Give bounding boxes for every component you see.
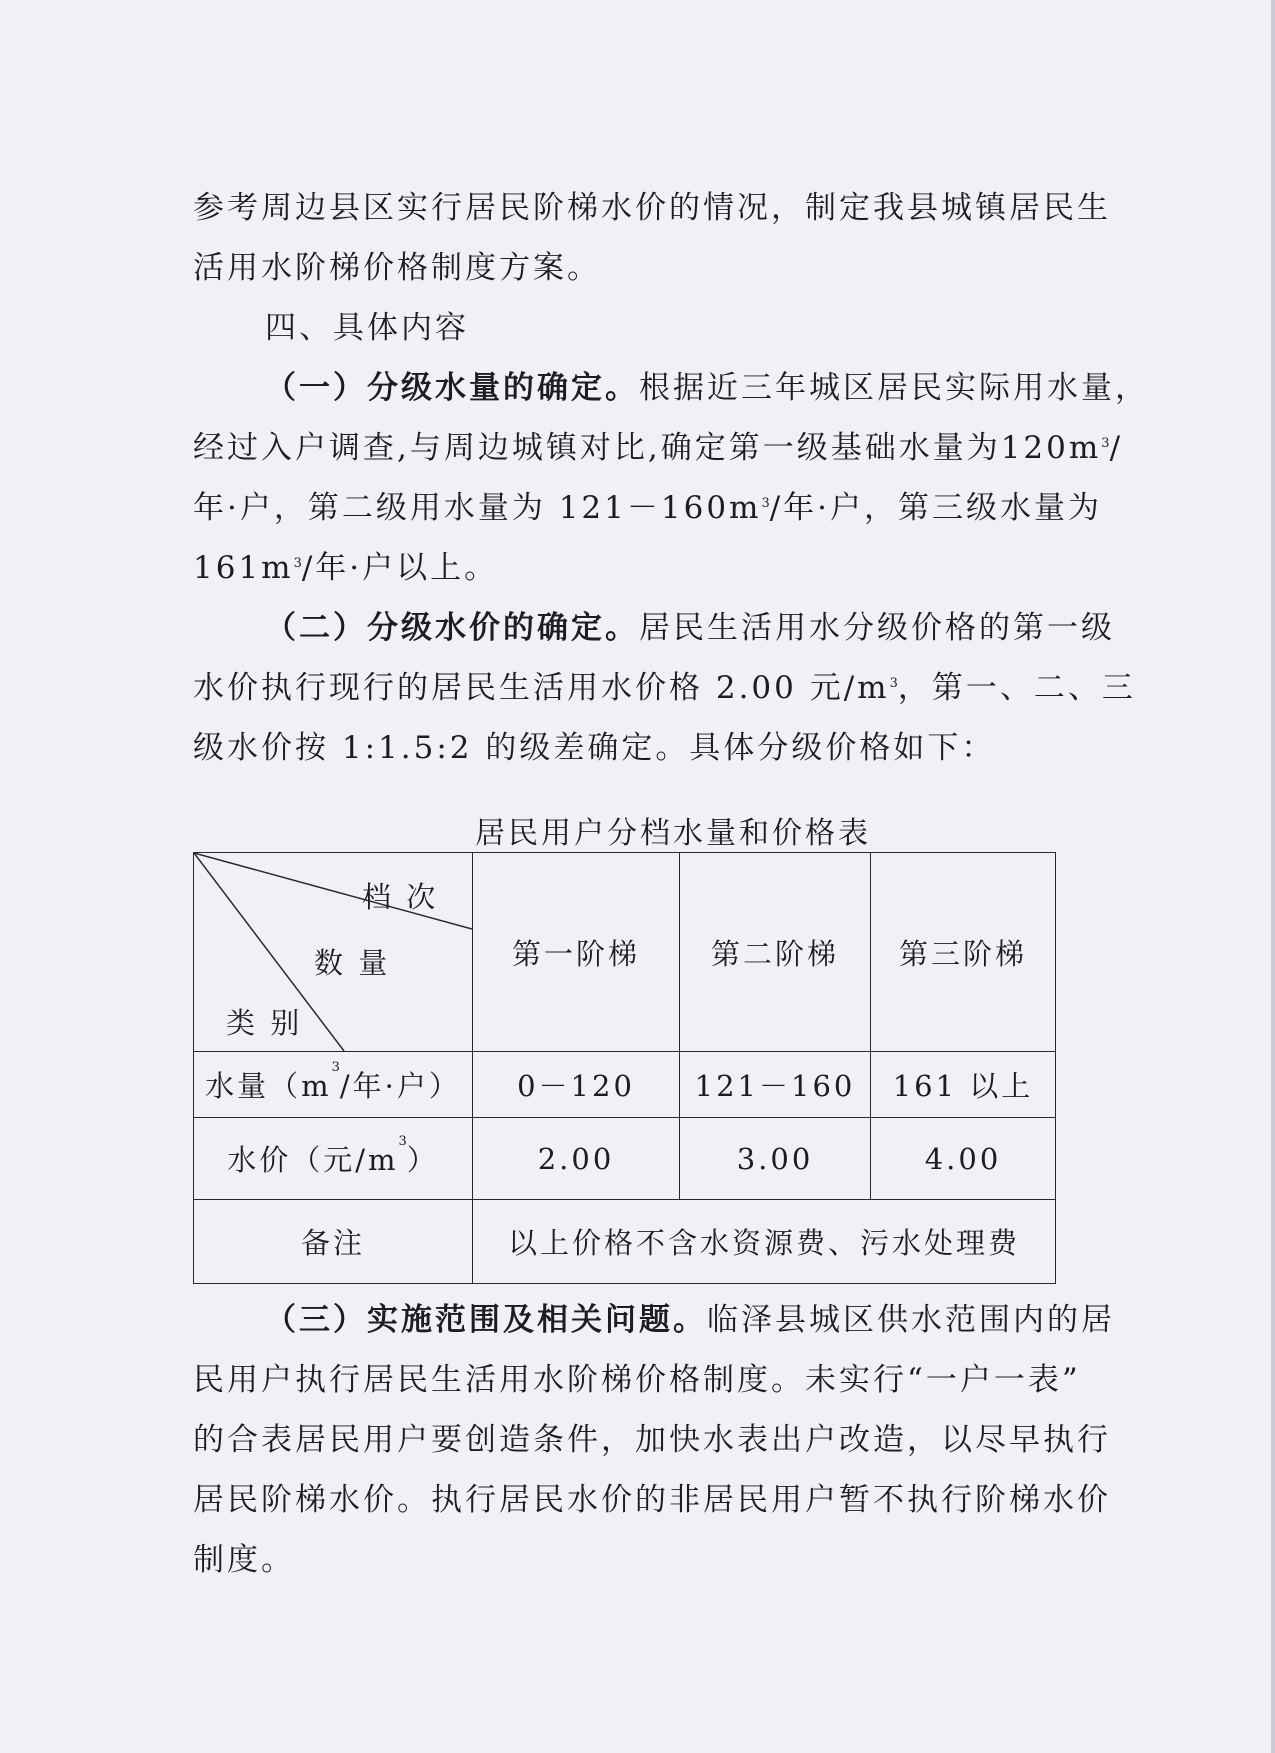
diag-label-quantity: 数 量 [314,946,391,980]
price-tier-2: 3.00 [680,1118,871,1200]
sub2-line-1 [193,598,1115,658]
volume-tier-2: 121－160 [680,1052,871,1118]
row-label-price-sup: 3 [398,1134,407,1149]
intro-line-1: 参考周边县区实行居民阶梯水价的情况，制定我县城镇居民生 [193,190,1111,226]
intro-line-2: 活用水阶梯价格制度方案。 [193,250,601,286]
sub1-line-3-sup: 3 [761,496,770,511]
row-label-price-text: 水价（元/m [227,1143,399,1177]
price-tier-3: 4.00 [871,1118,1056,1200]
sub1-line-1 [193,358,1149,418]
row-label-price-tail: ） [406,1143,439,1177]
sub1-line-2-tail: / [1109,430,1124,466]
intro-paragraph [193,178,1149,778]
volume-tier-1: 0－120 [473,1052,680,1118]
row-label-volume-text: 水量（m [205,1069,332,1103]
sub3-line-5: 制度。 [193,1542,295,1578]
sub3-line-3: 的合表居民用户要创造条件，加快水表出户改造，以尽早执行 [193,1422,1111,1458]
sub1-line-2-sup: 3 [1101,436,1110,451]
table-note-row [194,1200,1056,1284]
sub1-line-4-sup: 3 [293,556,302,571]
diagonal-header-cell [194,853,473,1052]
row-label-price [194,1118,473,1200]
sub1-line-2-text: 经过入户调查,与周边城镇对比,确定第一级基础水量为120m [193,430,1102,466]
price-tier-1: 2.00 [473,1118,680,1200]
scan-edge [1271,0,1275,1753]
note-label: 备注 [194,1200,473,1284]
table-caption: 居民用户分档水量和价格表 [475,816,871,851]
sub3-line-4: 居民阶梯水价。执行居民水价的非居民用户暂不执行阶梯水价 [193,1482,1111,1518]
sub1-line-4-text: 161m [193,550,294,586]
header-tier-1: 第一阶梯 [473,853,680,1052]
sub2-line-1-rest: 居民生活用水分级价格的第一级 [639,610,1115,646]
header-tier-3: 第三阶梯 [871,853,1056,1052]
table-header-row [194,853,1056,1052]
sub3-line-2: 民用户执行居民生活用水阶梯价格制度。未实行“一户一表” [193,1362,1081,1398]
sub2-line-2-sup: 3 [889,676,898,691]
sub1-line-4-tail: /年·户以上。 [301,550,499,586]
sub1-line-4 [193,538,1083,598]
sub1-line-1-rest: 根据近三年城区居民实际用水量， [639,370,1149,406]
tier-price-table [193,852,1056,1284]
sub3-title: （三）实施范围及相关问题。 [265,1302,707,1338]
sub1-line-2 [193,418,1124,478]
sub1-line-3-text: 年·户，第二级用水量为 121－160m [193,490,762,526]
sub1-line-3 [193,478,1103,538]
row-label-volume [194,1052,473,1118]
section-heading: 四、具体内容 [265,310,469,346]
table-row [194,1118,1056,1200]
sub2-line-3: 级水价按 1:1.5:2 的级差确定。具体分级价格如下： [193,730,996,766]
sub1-title: （一）分级水量的确定。 [265,370,639,406]
note-text: 以上价格不含水资源费、污水处理费 [473,1200,1056,1284]
sub3-line-1-rest: 临泽县城区供水范围内的居 [707,1302,1115,1338]
row-label-volume-sup: 3 [331,1060,340,1075]
diag-label-grade: 档 次 [362,880,439,914]
table-row [194,1052,1056,1118]
header-tier-2: 第二阶梯 [680,853,871,1052]
volume-tier-3: 161 以上 [871,1052,1056,1118]
sub2-line-2 [193,658,1136,718]
sub3-line-1 [193,1290,1115,1350]
sub1-line-3-tail: /年·户，第三级水量为 [769,490,1103,526]
sub2-title: （二）分级水价的确定。 [265,610,639,646]
row-label-volume-tail: /年·户） [339,1069,461,1103]
diag-label-category: 类 别 [226,1006,303,1040]
sub2-line-2-text: 水价执行现行的居民生活用水价格 2.00 元/m [193,670,890,706]
sub3-paragraph [193,1290,1115,1590]
sub2-line-2-tail: ，第一、二、三 [897,670,1136,706]
